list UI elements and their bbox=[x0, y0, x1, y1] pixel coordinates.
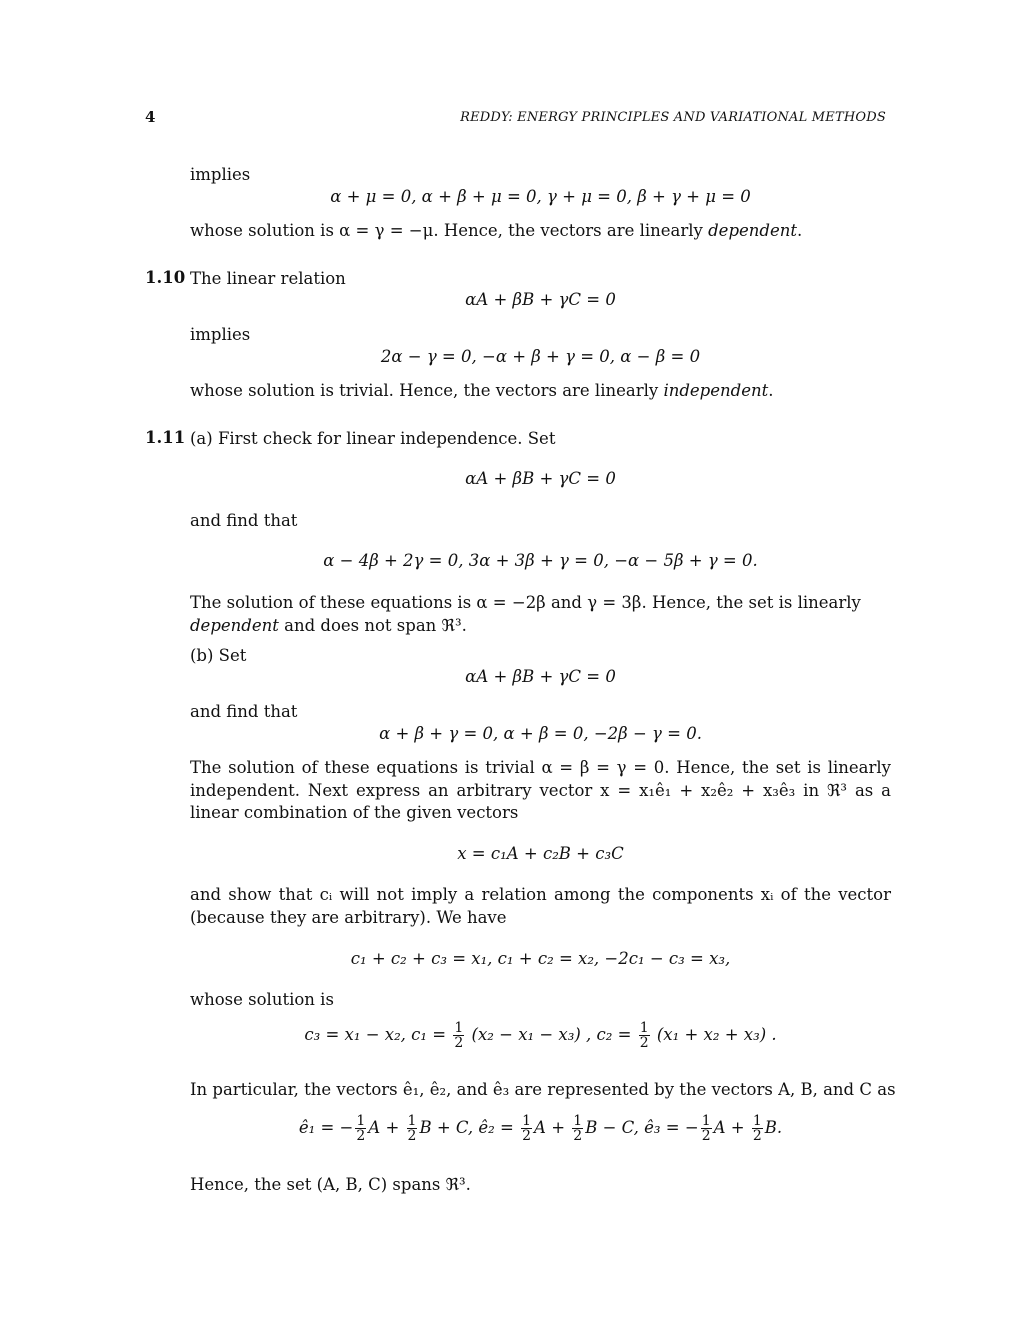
solution-sentence bbox=[190, 380, 773, 402]
vector-expansion-equation: x = c₁A + c₂B + c₃C bbox=[457, 844, 624, 863]
denominator: 2 bbox=[701, 1128, 711, 1144]
part-b-intro: (b) Set bbox=[190, 646, 247, 665]
equation-system: 2α − γ = 0, −α + β + γ = 0, α − β = 0 bbox=[380, 347, 701, 366]
numerator: 1 bbox=[356, 1113, 366, 1129]
equation-part: c₃ = x₁ − x₂, c₁ = bbox=[304, 1025, 452, 1044]
particular-sentence: In particular, the vectors ê₁, ê₂, and ê₃ are represented by the vectors A, B, and C as bbox=[190, 1080, 896, 1099]
period: . bbox=[797, 221, 803, 240]
denominator: 2 bbox=[752, 1128, 762, 1144]
linear-relation-equation: αA + βB + γC = 0 bbox=[465, 290, 616, 309]
equation-part: B. bbox=[764, 1118, 783, 1137]
denominator: 2 bbox=[639, 1035, 649, 1051]
problem-number: 1.10 bbox=[145, 268, 186, 287]
equation-part: ê₁ = − bbox=[298, 1118, 354, 1137]
solution-sentence bbox=[190, 220, 802, 242]
equation-part: B + C, ê₂ = bbox=[419, 1118, 520, 1137]
numerator: 1 bbox=[701, 1113, 711, 1129]
final-sentence: Hence, the set (A, B, C) spans ℜ³. bbox=[190, 1175, 471, 1194]
explanation-paragraph: and show that cᵢ will not imply a relation among the components xᵢ of the vector (because they are arbitrary). We have bbox=[190, 885, 891, 927]
equation-part: (x₂ − x₁ − x₃) , c₂ = bbox=[466, 1025, 637, 1044]
numerator: 1 bbox=[573, 1113, 583, 1129]
equation-part: A + bbox=[713, 1118, 750, 1137]
fraction bbox=[355, 1114, 366, 1143]
numerator: 1 bbox=[522, 1113, 532, 1129]
whose-solution-text: whose solution is bbox=[190, 990, 334, 1009]
page-number: 4 bbox=[145, 108, 156, 126]
equation-part: (x₁ + x₂ + x₃) . bbox=[651, 1025, 777, 1044]
linear-relation-equation: αA + βB + γC = 0 bbox=[465, 667, 616, 686]
numerator: 1 bbox=[639, 1020, 649, 1036]
denominator: 2 bbox=[522, 1128, 532, 1144]
fraction bbox=[752, 1114, 763, 1143]
fraction bbox=[701, 1114, 712, 1143]
find-text: and find that bbox=[190, 511, 298, 530]
equation-system: c₁ + c₂ + c₃ = x₁, c₁ + c₂ = x₂, −2c₁ − c₃ = x₃, bbox=[350, 949, 731, 968]
problem-intro: The linear relation bbox=[190, 269, 346, 288]
implies-text: implies bbox=[190, 325, 251, 344]
solution-text: and does not span ℜ³. bbox=[278, 615, 467, 635]
fraction bbox=[521, 1114, 532, 1143]
fraction bbox=[407, 1114, 418, 1143]
equation-system: α + β + γ = 0, α + β = 0, −2β − γ = 0. bbox=[379, 724, 702, 743]
problem-number: 1.11 bbox=[145, 428, 186, 447]
fraction bbox=[453, 1021, 464, 1050]
equation-part: B − C, ê₃ = − bbox=[585, 1118, 699, 1137]
numerator: 1 bbox=[454, 1020, 464, 1036]
emphasis-text: independent bbox=[663, 381, 769, 400]
denominator: 2 bbox=[454, 1035, 464, 1051]
solution-text: The solution of these equations is α = −2β and γ = 3β. Hence, the set is linearly bbox=[190, 593, 861, 612]
numerator: 1 bbox=[752, 1113, 762, 1129]
denominator: 2 bbox=[407, 1128, 417, 1144]
running-header: REDDY: ENERGY PRINCIPLES AND VARIATIONAL METHODS bbox=[460, 110, 886, 125]
period: . bbox=[768, 381, 774, 400]
solution-equation bbox=[190, 1021, 891, 1050]
solution-text: whose solution is trivial. Hence, the vectors are linearly bbox=[190, 381, 664, 400]
fraction bbox=[639, 1021, 650, 1050]
solution-text: whose solution is α = γ = −μ. Hence, the vectors are linearly bbox=[190, 221, 709, 240]
equation-part: A + bbox=[368, 1118, 405, 1137]
denominator: 2 bbox=[573, 1128, 583, 1144]
implies-text: implies bbox=[190, 165, 251, 184]
numerator: 1 bbox=[407, 1113, 417, 1129]
equation-part: A + bbox=[534, 1118, 571, 1137]
fraction bbox=[572, 1114, 583, 1143]
equation-system: α + μ = 0, α + β + μ = 0, γ + μ = 0, β + γ + μ = 0 bbox=[330, 187, 751, 206]
linear-relation-equation: αA + βB + γC = 0 bbox=[465, 469, 616, 488]
solution-paragraph: The solution of these equations is trivial α = β = γ = 0. Hence, the set is linearly independent. Next express an arbitrary vector x = x₁ê₁ + x₂ê₂ + x₃ê₃ in ℜ³ as a linear combination of the given vectors bbox=[190, 758, 891, 822]
part-a-intro: (a) First check for linear independence. Set bbox=[190, 429, 556, 448]
denominator: 2 bbox=[356, 1128, 366, 1144]
find-text: and find that bbox=[190, 702, 298, 721]
emphasis-text: dependent bbox=[708, 221, 797, 240]
basis-equation bbox=[190, 1114, 891, 1143]
equation-system: α − 4β + 2γ = 0, 3α + 3β + γ = 0, −α − 5β + γ = 0. bbox=[323, 551, 758, 570]
emphasis-text: dependent bbox=[190, 615, 279, 635]
solution-paragraph bbox=[190, 592, 891, 637]
